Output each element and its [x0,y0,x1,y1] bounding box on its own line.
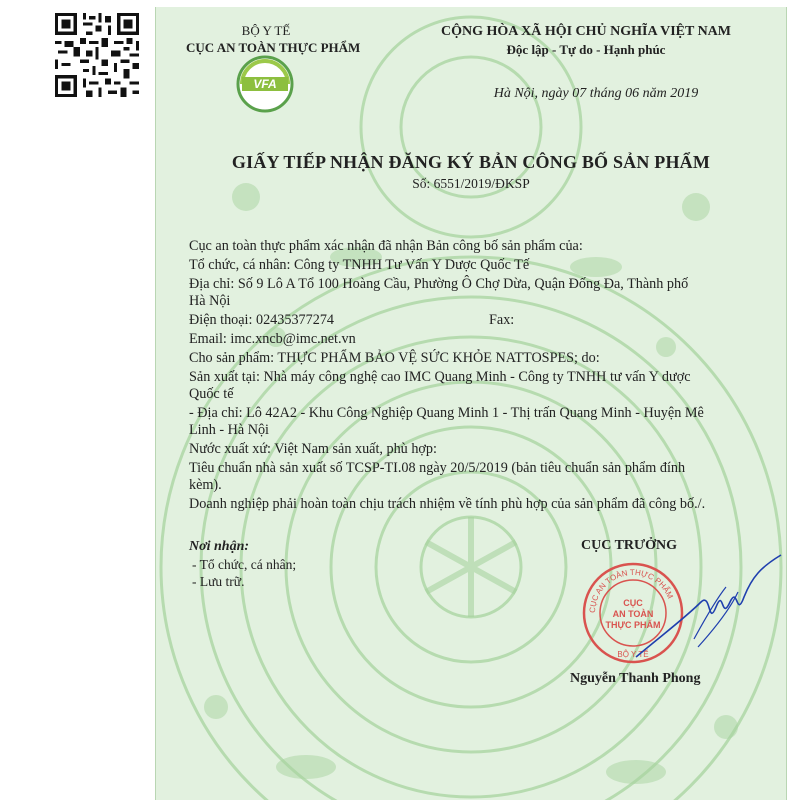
recipient-item: - Lưu trữ. [192,574,245,589]
qr-code [52,10,142,100]
body-line-producer-cont: Quốc tế [189,386,234,402]
body-line-standard-cont: kèm). [189,477,222,493]
body-line-product: Cho sản phẩm: THỰC PHẨM BẢO VỆ SỨC KHỎE NATTOSPES; do: [189,350,600,366]
svg-text:VFA: VFA [253,77,277,91]
body-line-origin: Nước xuất xứ: Việt Nam sản xuất, phù hợp: [189,441,437,457]
body-line-responsibility: Doanh nghiệp phải hoàn toàn chịu trách nhiệm về tính phù hợp của sản phẩm đã công bố./. [189,496,706,512]
body-line-address-cont: Hà Nội [189,293,231,309]
body-line-producer: Sản xuất tại: Nhà máy công nghệ cao IMC Quang Minh - Công ty TNHH tư vấn Y dược [189,369,691,385]
agency-name: CỤC AN TOÀN THỰC PHẨM [186,40,361,55]
republic-name: CỘNG HÒA XÃ HỘI CHỦ NGHĨA VIỆT NAM [440,24,731,39]
body-line-standard: Tiêu chuẩn nhà sản xuất số TCSP-TI.08 ngày 20/5/2019 (bản tiêu chuẩn sản phẩm đính [189,460,686,476]
certificate-page [155,7,787,800]
signer-title: CỤC TRƯỞNG [581,538,678,553]
recipients-label: Nơi nhận: [189,539,250,554]
national-motto: Độc lập - Tự do - Hạnh phúc [506,42,666,57]
recipient-item: - Tổ chức, cá nhân; [192,557,297,572]
document-title: GIẤY TIẾP NHẬN ĐĂNG KÝ BẢN CÔNG BỐ SẢN PHẨM [231,152,711,172]
svg-text:BỘ Y TẾ: BỘ Y TẾ [617,650,649,659]
document-number: Số: 6551/2019/ĐKSP [412,176,530,191]
body-line-address: Địa chỉ: Số 9 Lô A Tổ 100 Hoàng Cầu, Phường Ô Chợ Dừa, Quận Đống Đa, Thành phố [189,276,689,292]
body-line-producer-address-cont: Linh - Hà Nội [189,422,269,438]
ministry-name: BỘ Y TẾ [241,23,291,38]
body-line-phone: Điện thoại: 02435377274 [189,312,335,328]
body-line-organization: Tổ chức, cá nhân: Công ty TNHH Tư Vấn Y Dược Quốc Tế [189,257,530,273]
handwritten-signature [626,547,786,667]
svg-text:THỰC PHẨM: THỰC PHẨM [605,620,661,630]
svg-text:AN TOÀN: AN TOÀN [612,609,654,619]
body-line-intro: Cục an toàn thực phẩm xác nhận đã nhận Bản công bố sản phẩm của: [189,238,583,254]
body-line-email: Email: imc.xncb@imc.net.vn [189,331,356,347]
body-line-fax: Fax: [489,312,515,328]
svg-text:CỤC: CỤC [623,598,643,608]
signer-name: Nguyễn Thanh Phong [570,671,701,686]
vfa-logo [236,55,294,113]
body-line-producer-address: - Địa chỉ: Lô 42A2 - Khu Công Nghiệp Quang Minh 1 - Thị trấn Quang Minh - Huyện Mê [189,405,704,421]
svg-text:CỤC AN TOÀN THỰC PHẨM: CỤC AN TOÀN THỰC PHẨM [587,567,675,614]
issue-date: Hà Nội, ngày 07 tháng 06 năm 2019 [493,86,699,101]
